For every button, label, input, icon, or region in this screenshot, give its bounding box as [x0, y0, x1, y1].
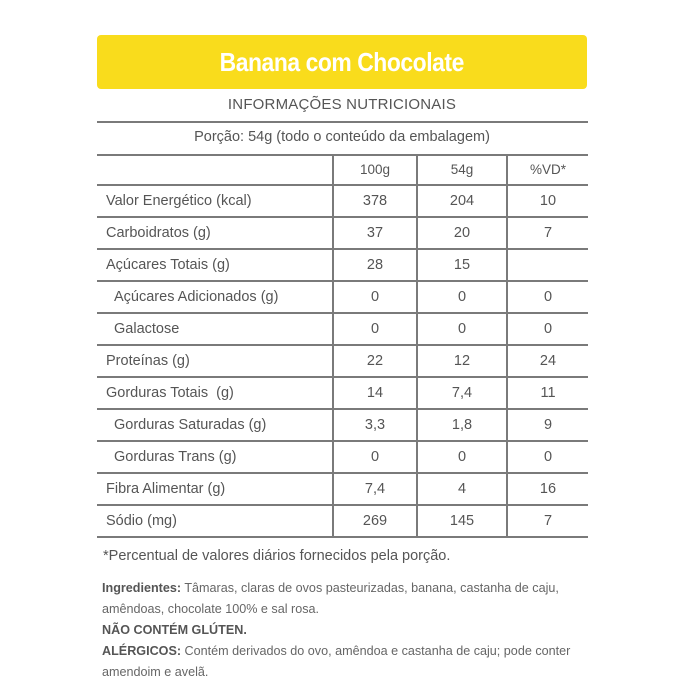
table-row: [97, 185, 588, 217]
value-100g: 28: [333, 249, 417, 281]
value-100g: 22: [333, 345, 417, 377]
nutrient-label: Galactose: [97, 313, 333, 345]
value-100g: 0: [333, 441, 417, 473]
value-portion: 12: [417, 345, 507, 377]
divider: [97, 121, 588, 123]
product-details: [102, 578, 582, 683]
value-100g: 0: [333, 313, 417, 345]
value-vd: 11: [507, 377, 588, 409]
product-title: Banana com Chocolate: [219, 46, 465, 77]
header-portion: 54g: [417, 154, 507, 185]
value-portion: 145: [417, 505, 507, 537]
ingredients-label: Ingredientes:: [102, 581, 182, 595]
table-row: [97, 377, 588, 409]
value-100g: 0: [333, 281, 417, 313]
nutrient-label: Carboidratos (g): [97, 217, 333, 249]
header-vd: %VD*: [507, 154, 588, 185]
table-row: [97, 313, 588, 345]
table-row: [97, 409, 588, 441]
value-vd: 16: [507, 473, 588, 505]
vd-footnote: *Percentual de valores diários fornecidos pela porção.: [103, 548, 451, 564]
header-blank: [97, 154, 333, 185]
value-100g: 37: [333, 217, 417, 249]
value-vd: 9: [507, 409, 588, 441]
table-row: [97, 345, 588, 377]
ingredients-text: Tâmaras, claras de ovos pasteurizadas, banana, castanha de caju, amêndoas, chocolate 100% e sal rosa.: [102, 581, 559, 616]
nutrient-label: Açúcares Totais (g): [97, 249, 333, 281]
value-portion: 1,8: [417, 409, 507, 441]
allergens-text: Contém derivados do ovo, amêndoa e castanha de caju; pode conter amendoim e avelã.: [102, 644, 571, 679]
value-100g: 7,4: [333, 473, 417, 505]
nutrition-heading: INFORMAÇÕES NUTRICIONAIS: [227, 96, 457, 113]
value-portion: 4: [417, 473, 507, 505]
table-row: [97, 473, 588, 505]
nutrient-label: Açúcares Adicionados (g): [97, 281, 333, 313]
header-100g: 100g: [333, 154, 417, 185]
nutrient-label: Gorduras Totais (g): [97, 377, 333, 409]
portion-size: Porção: 54g (todo o conteúdo da embalagem): [194, 129, 490, 145]
value-vd: [507, 249, 588, 281]
nutrient-label: Fibra Alimentar (g): [97, 473, 333, 505]
value-100g: 3,3: [333, 409, 417, 441]
value-100g: 378: [333, 185, 417, 217]
gluten-text: NÃO CONTÉM GLÚTEN.: [102, 623, 247, 637]
value-vd: 24: [507, 345, 588, 377]
value-vd: 0: [507, 313, 588, 345]
table-row: [97, 441, 588, 473]
gluten-notice: [102, 620, 582, 641]
nutrient-label: Proteínas (g): [97, 345, 333, 377]
value-100g: 14: [333, 377, 417, 409]
value-portion: 20: [417, 217, 507, 249]
product-title-banner: [97, 35, 587, 89]
value-portion: 0: [417, 441, 507, 473]
allergens: [102, 641, 582, 683]
value-vd: 7: [507, 505, 588, 537]
value-vd: 10: [507, 185, 588, 217]
value-portion: 0: [417, 313, 507, 345]
nutrient-label: Gorduras Saturadas (g): [97, 409, 333, 441]
ingredients: [102, 578, 582, 620]
nutrient-label: Gorduras Trans (g): [97, 441, 333, 473]
table-header-row: [97, 154, 588, 185]
value-portion: 204: [417, 185, 507, 217]
table-row: [97, 249, 588, 281]
nutrient-label: Valor Energético (kcal): [97, 185, 333, 217]
value-portion: 15: [417, 249, 507, 281]
value-vd: 7: [507, 217, 588, 249]
value-portion: 7,4: [417, 377, 507, 409]
nutrient-label: Sódio (mg): [97, 505, 333, 537]
value-vd: 0: [507, 441, 588, 473]
value-100g: 269: [333, 505, 417, 537]
table-row: [97, 281, 588, 313]
table-row: [97, 217, 588, 249]
value-vd: 0: [507, 281, 588, 313]
value-portion: 0: [417, 281, 507, 313]
allergens-label: ALÉRGICOS:: [102, 644, 182, 658]
table-row: [97, 505, 588, 537]
nutrition-table: [97, 154, 588, 538]
